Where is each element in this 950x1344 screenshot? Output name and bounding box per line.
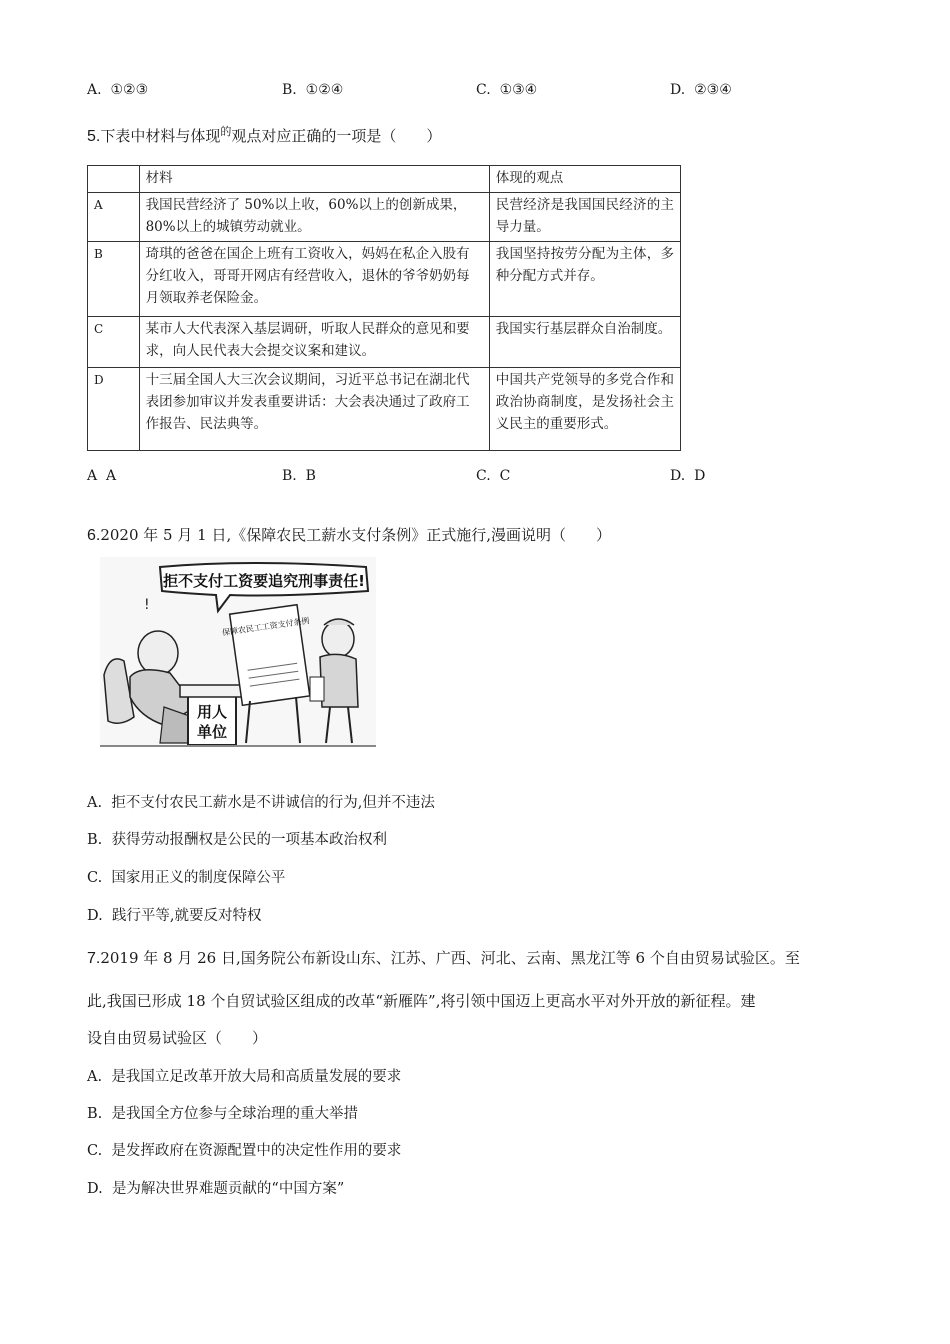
q5-material-table	[87, 165, 681, 451]
q6-option-b: B. 获得劳动报酬权是公民的一项基本政治权利	[87, 832, 387, 848]
table-row: C 某市人大代表深入基层调研，听取人民群众的意见和要求，向人民代表大会提交议案和建议。 我国实行基层群众自治制度。	[88, 317, 681, 368]
table-row: A 我国民营经济了 50%以上收，60%以上的创新成果，80%以上的城镇劳动就业。 民营经济是我国国民经济的主导力量。	[88, 193, 681, 242]
q6-option-d: D. 践行平等,就要反对特权	[87, 908, 262, 924]
table-header-row	[88, 166, 681, 193]
q6-option-a: A. 拒不支付农民工薪水是不讲诚信的行为,但并不违法	[87, 795, 435, 811]
q7-stem-line-2: 此,我国已形成 18 个自贸试验区组成的改革“新雁阵”,将引领中国迈上更高水平对外开放的新征程。建	[87, 992, 756, 1010]
header-view: 体现的观点	[489, 166, 680, 193]
q7-option-c: C. 是发挥政府在资源配置中的决定性作用的要求	[87, 1143, 402, 1159]
q4-option-d: D. ②③④	[670, 82, 732, 98]
q4-option-a: A. ①②③	[87, 82, 149, 98]
comic-drawing	[100, 557, 376, 745]
q6-option-c: C. 国家用正义的制度保障公平	[87, 870, 286, 886]
exclamation-icon: !	[144, 597, 150, 613]
q6-stem: 6.2020 年 5 月 1 日,《保障农民工薪水支付条例》正式施行,漫画说明（ ）	[87, 526, 611, 544]
q5-option-a: A A	[87, 468, 117, 484]
q7-stem-line-3: 设自由贸易试验区（ ）	[87, 1029, 268, 1047]
q6-comic-image	[100, 557, 376, 747]
q4-option-c: C. ①③④	[476, 82, 538, 98]
q7-option-a: A. 是我国立足改革开放大局和高质量发展的要求	[87, 1069, 402, 1085]
table-row: B 琦琪的爸爸在国企上班有工资收入，妈妈在私企入股有分红收入，哥哥开网店有经营收入，退休的爷爷奶奶每月领取养老保险金。 我国坚持按劳分配为主体，多种分配方式并存。	[88, 242, 681, 317]
q7-option-d: D. 是为解决世界难题贡献的“中国方案”	[87, 1181, 345, 1197]
document-label: 保障农民工工资支付条例	[221, 616, 310, 638]
svg-text:单位: 单位	[196, 723, 228, 741]
q7-stem-line-1: 7.2019 年 8 月 26 日,国务院公布新设山东、江苏、广西、河北、云南、黑龙江等 6 个自由贸易试验区。至	[87, 949, 800, 967]
q5-option-b: B. B	[282, 468, 316, 484]
q5-option-d: D. D	[670, 468, 706, 484]
comic-speech-text: 拒不支付工资要追究刑事责任!	[163, 572, 365, 590]
worker-head	[322, 621, 354, 657]
header-material: 材料	[139, 166, 489, 193]
q5-stem: 5.下表中材料与体现$^的$观点对应正确的一项是（ ）	[87, 125, 442, 145]
table-row: D 十三届全国人大三次会议期间，习近平总书记在湖北代表团参加审议并发表重要讲话：大会表决通过了政府工作报告、民法典等。 中国共产党领导的多党合作和政治协商制度，是发扬社会主义民主的重要形式。	[88, 368, 681, 451]
q4-option-b: B. ①②④	[282, 82, 344, 98]
svg-text:用人: 用人	[196, 703, 228, 721]
q5-option-c: C. C	[476, 468, 511, 484]
q7-option-b: B. 是我国全方位参与全球治理的重大举措	[87, 1106, 358, 1122]
worker-body	[320, 654, 358, 707]
boss-head	[138, 631, 178, 675]
